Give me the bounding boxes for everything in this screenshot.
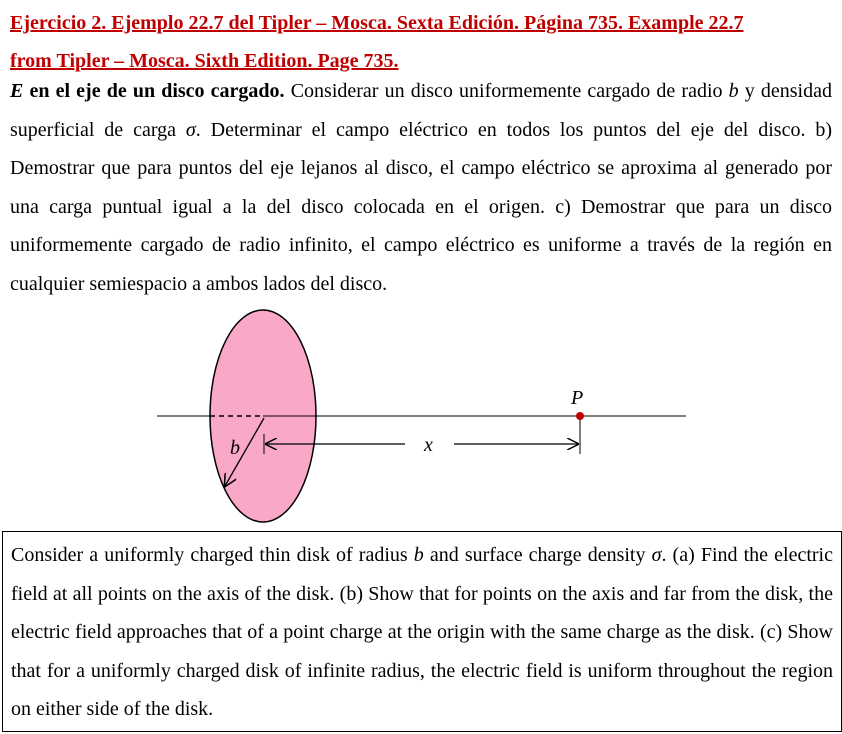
lead-text: en el eje de un disco cargado. [23, 80, 285, 102]
radius-label: b [230, 437, 240, 459]
exercise-heading [10, 4, 832, 80]
es-text-2: y densidad superficial de carga [10, 80, 832, 141]
spanish-statement [10, 72, 832, 303]
en-var-b: b [413, 544, 424, 566]
en-text-3: . (a) Find the electric field at all points on the axis of the disk. (b) Show that for points on the axis and far from the disk, the electric field approaches that of a point charge at the origin with the same charge as the disk. (c) Show that for a uniformly charged disk of infinite radius, the electric field is uniform throughout the region on either side of the disk. [11, 544, 833, 720]
statement-lead [10, 80, 285, 102]
heading-line-2: from Tipler – Mosca. Sixth Edition. Page 735. [10, 50, 399, 72]
en-var-sigma: σ [651, 544, 662, 566]
english-statement [2, 531, 842, 732]
field-point-P [576, 412, 584, 420]
heading-line-1: Ejercicio 2. Ejemplo 22.7 del Tipler – Mosca. Sexta Edición. Página 735. Example 22.7 [10, 12, 744, 34]
es-var-b: b [728, 80, 739, 102]
es-var-sigma: σ [185, 118, 196, 141]
en-text-1: Consider a uniformly charged thin disk of radius [11, 544, 414, 566]
es-text-1: Considerar un disco uniformemente cargado de radio [284, 80, 729, 102]
disk-figure [0, 300, 842, 530]
lead-symbol-E: E [10, 80, 24, 102]
distance-label: x [424, 434, 433, 456]
es-text-3: . Determinar el campo eléctrico en todos los puntos del eje del disco. b) Demostrar que para puntos del eje lejanos al disco, el campo eléctrico se aproxima al generado por una carga puntual igual a la del disco colocada en el origen. c) Demostrar que para un disco uniformemente cargado de radio infinito, el campo eléctrico es uniforme a través de la región en cualquier semiespacio a ambos lados del disco. [10, 118, 832, 295]
point-label: P [571, 387, 584, 409]
en-text-2: and surface charge density [423, 544, 652, 566]
